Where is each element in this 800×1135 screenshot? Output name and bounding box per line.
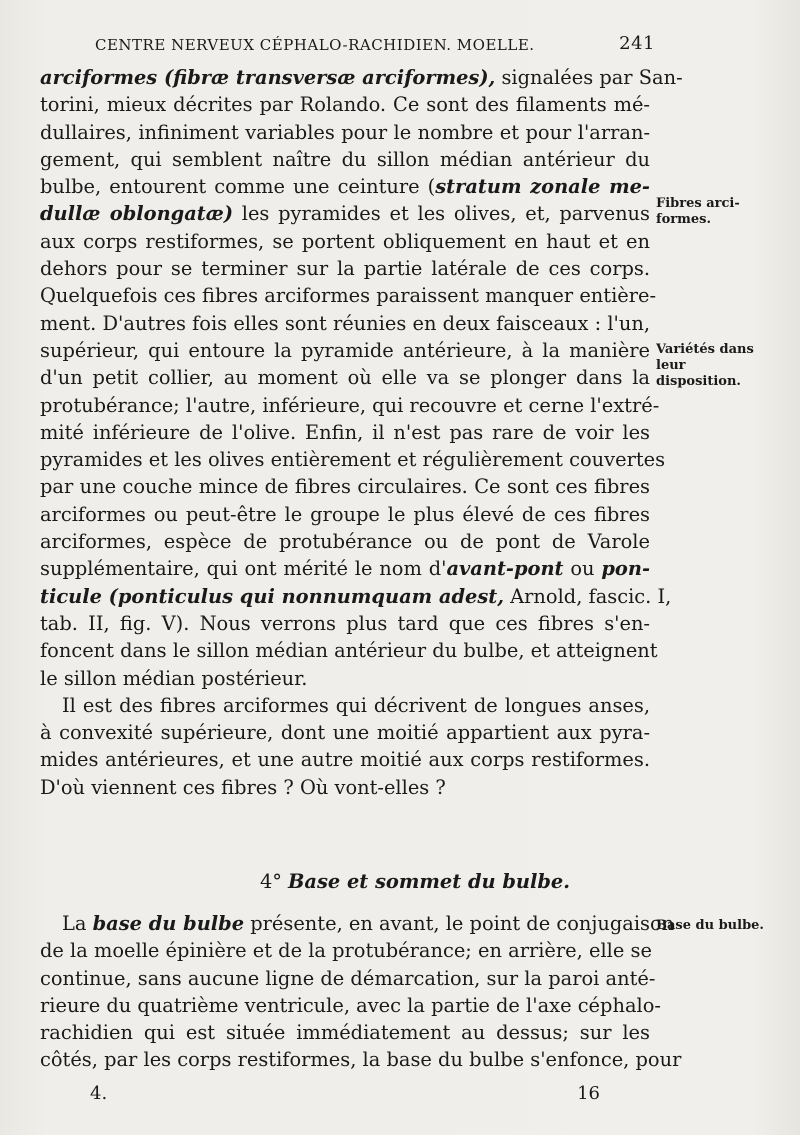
paragraph-anses: Il est des fibres arciformes qui décrivent de longues anses, à convexité supérieure, dont une moitié appartient aux pyra- mides antérieures, et une autre moitié aux corps restiformes. D'où viennent ces fibres ? Où vont-elles ?	[40, 693, 650, 799]
section-heading	[0, 870, 800, 893]
margin-note-base-du-bulbe: Base du bulbe.	[656, 918, 764, 933]
volume-number: 4.	[90, 1083, 108, 1104]
margin-note-varietes: Variétés dans leur disposition.	[656, 342, 754, 389]
margin-note-fibres-arciformes: Fibres arci- formes.	[656, 196, 740, 227]
page-number: 241	[619, 33, 655, 54]
section-title: Base et sommet du bulbe.	[288, 870, 571, 893]
signature-mark: 16	[577, 1083, 600, 1104]
main-text-base	[40, 910, 682, 1074]
running-title: CENTRE NERVEUX CÉPHALO-RACHIDIEN. MOELLE.	[95, 36, 535, 54]
section-number: 4°	[259, 870, 283, 893]
main-text	[40, 64, 683, 801]
paragraph-base-du-bulbe: La base du bulbe présente, en avant, le point de conjugaison de la moelle épinière et de la protubérance; en arrière, elle se continue, sans aucune ligne de démarcation, sur la paroi anté- rieure du quatrième ventricule, avec la partie de l'axe céphalo- rachidien qui est située immédiatement au dessus; sur les côtés, par les corps restiformes, la base du bulbe s'enfonce, pour	[40, 912, 682, 1072]
paragraph-fibres-arciformes: arciformes (fibræ transversæ arciformes), signalées par San- torini, mieux décrites par Rolando. Ce sont des filaments mé- dullaires, infiniment variables pour le nombre et pour l'arran- gement, qui semblent naître du sillon médian antérieur du bulbe, entourent comme une ceinture (stratum zonale me- dullæ oblongatæ) les pyramides et les olives, et, parvenus aux corps restiformes, se portent obliquement en haut et en dehors pour se terminer sur la partie latérale de ces corps. Quelquefois ces fibres arciformes paraissent manquer entière- ment. D'autres fois elles sont réunies en deux faisceaux : l'un, supérieur, qui entoure la pyramide antérieure, à la manière d'un petit collier, au moment où elle va se plonger dans la protubérance; l'autre, inférieure, qui recouvre et cerne l'extré- mité inférieure de l'olive. Enfin, il n'est pas rare de voir les pyramides et les olives entièrement et régulièrement couvertes par une couche mince de fibres circulaires. Ce sont ces fibres arciformes ou peut-être le groupe le plus élevé de ces fibres arciformes, espèce de protubérance ou de pont de Varole supplémentaire, qui ont mérité le nom d'avant-pont ou pon- ticule (ponticulus qui nonnumquam adest, Arnold, fascic. I, tab. II, fig. V). Nous verrons plus tard que ces fibres s'en- foncent dans le sillon médian antérieur du bulbe, et atteignent le sillon médian postérieur.	[40, 66, 683, 690]
